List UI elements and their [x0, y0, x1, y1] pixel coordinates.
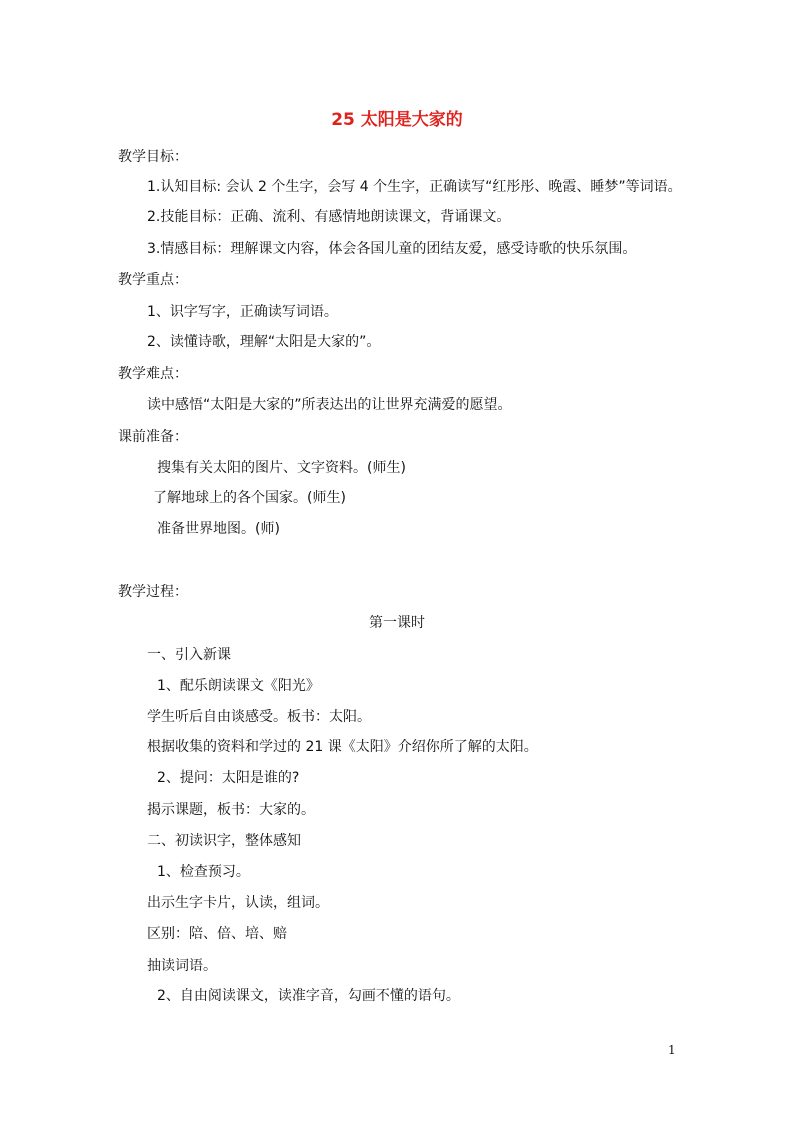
step-1-text-1: 学生听后自由谈感受。板书：太阳。 — [147, 709, 371, 725]
step-heading-2: 二、初读识字，整体感知 — [147, 833, 301, 849]
section-heading-key-points: 教学重点： — [118, 272, 188, 288]
step-1-item-1: 1、配乐朗读课文《阳光》 — [157, 678, 320, 694]
objective-skill: 2.技能目标：正确、流利、有感情地朗读课文，背诵课文。 — [147, 209, 511, 225]
step-heading-1: 一、引入新课 — [147, 647, 231, 663]
step-1-text-2: 根据收集的资料和学过的 21 课《太阳》介绍你所了解的太阳。 — [147, 739, 538, 755]
preparation-3: 准备世界地图。(师) — [157, 521, 280, 537]
key-point-1: 1、识字写字，正确读写词语。 — [147, 304, 338, 320]
lesson-period-heading: 第一课时 — [369, 615, 425, 631]
key-point-2: 2、读懂诗歌，理解“太阳是大家的”。 — [147, 334, 381, 350]
step-1-text-3: 揭示课题，板书：大家的。 — [147, 802, 315, 818]
section-heading-objectives: 教学目标： — [118, 149, 188, 165]
step-2-text-1: 出示生字卡片，认读，组词。 — [147, 895, 329, 911]
step-1-item-2: 2、提问：太阳是谁的? — [157, 770, 300, 786]
section-heading-process: 教学过程： — [118, 584, 188, 600]
objective-emotion: 3.情感目标：理解课文内容，体会各国儿童的团结友爱，感受诗歌的快乐氛围。 — [147, 241, 637, 257]
step-2-item-2: 2、自由阅读课文，读准字音，勾画不懂的语句。 — [157, 988, 460, 1004]
step-2-text-3: 抽读词语。 — [147, 958, 217, 974]
section-heading-difficulties: 教学难点： — [118, 366, 188, 382]
step-2-item-1: 1、检查预习。 — [157, 864, 250, 880]
section-heading-preparation: 课前准备： — [118, 429, 188, 445]
difficulty-1: 读中感悟“太阳是大家的”所表达出的让世界充满爱的愿望。 — [147, 397, 512, 413]
step-2-text-2: 区别：陪、倍、培、赔 — [147, 926, 287, 942]
page-number: 1 — [668, 1043, 676, 1057]
objective-cognitive: 1.认知目标: 会认 2 个生字，会写 4 个生字，正确读写“红彤彤、晚霞、睡梦”等词语。 — [147, 179, 682, 195]
preparation-1: 搜集有关太阳的图片、文字资料。(师生) — [157, 460, 406, 476]
lesson-title: 25 太阳是大家的 — [331, 110, 463, 130]
preparation-2: 了解地球上的各个国家。(师生) — [153, 490, 346, 506]
